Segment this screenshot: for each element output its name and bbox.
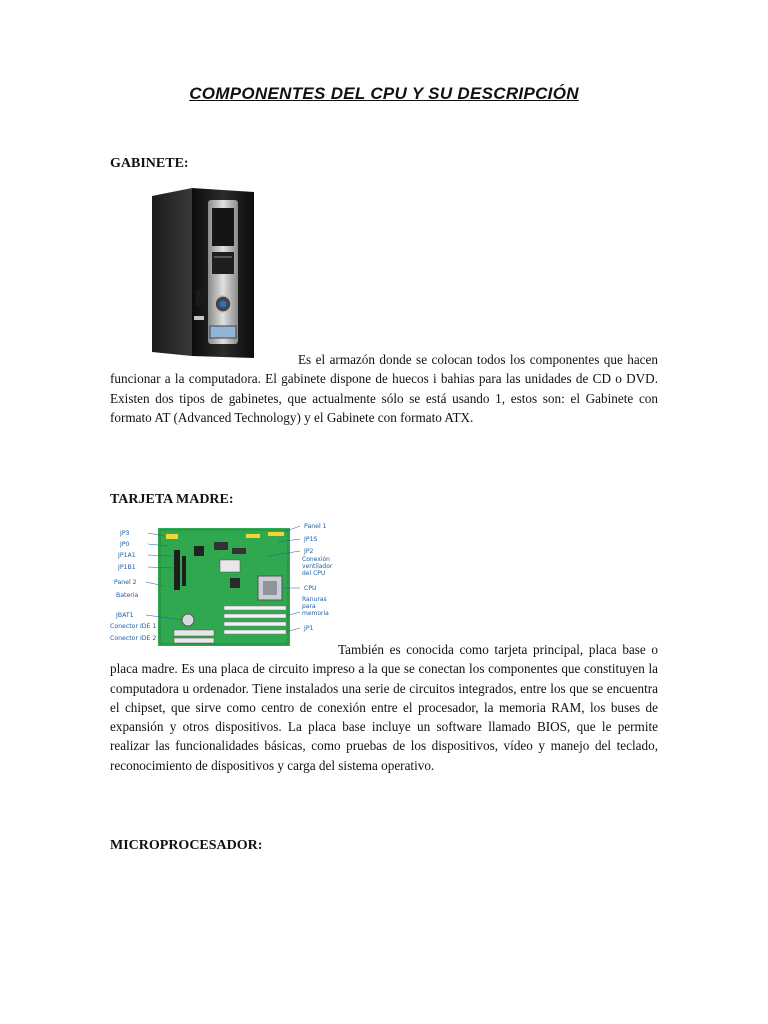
section-body-tarjeta-madre: También es conocida como tarjeta principal, placa base o placa madre. Es una placa de circuito impreso a la que se conectan los componentes que constituyen la computadora u ordenador. Tiene instalados una serie de circuitos integrados, entre los que se encuentra el chipset, que sirve como centro de conexión entre el procesador, la memoria RAM, los buses de expansión y otros dispositivos. La placa base incluye un software llamado BIOS, que le permite realizar las funcionalidades básicas, como pruebas de los dispositivos, vídeo y manejo del teclado, reconocimiento de dispositivos y carga del sistema operativo.: [110, 642, 658, 773]
diagram-label: Conector IDE 2: [110, 635, 157, 642]
diagram-label: Conexión ventilador del CPU: [302, 556, 333, 577]
diagram-label: Panel 1: [304, 523, 327, 530]
diagram-label: JBAT1: [116, 612, 134, 619]
section-heading-gabinete: GABINETE:: [110, 156, 189, 171]
motherboard-diagram: [108, 520, 340, 650]
diagram-label: JP1S: [304, 536, 318, 543]
document-title: COMPONENTES DEL CPU Y SU DESCRIPCIÓN: [189, 84, 579, 103]
diagram-label: CPU: [304, 585, 317, 592]
section-body-gabinete: Es el armazón donde se colocan todos los componentes que hacen funcionar a la computadora. El gabinete dispone de huecos i bahias para las unidades de CD o DVD. Existen dos tipos de gabinetes, que actualmente sólo se está usando 1, estos son: el Gabinete con formato AT (Advanced Technology) y el Gabinete con formato ATX.: [110, 352, 658, 425]
diagram-label: Panel 2: [114, 579, 137, 586]
diagram-label: Conector IDE 1: [110, 623, 157, 630]
diagram-label: JP3: [120, 530, 130, 537]
diagram-label: JP1A1: [118, 552, 136, 559]
pc-case-image: [148, 186, 258, 364]
diagram-label: JP1B1: [118, 564, 136, 571]
diagram-label: JP1: [304, 625, 314, 632]
diagram-label: JP0: [120, 541, 130, 548]
section-heading-tarjeta-madre: TARJETA MADRE:: [110, 492, 234, 507]
diagram-label: JP2: [304, 548, 314, 555]
diagram-label: Ranuras para memoria: [302, 596, 329, 617]
section-heading-microprocesador: MICROPROCESADOR:: [110, 838, 263, 853]
diagram-label: Bateria: [116, 592, 139, 599]
